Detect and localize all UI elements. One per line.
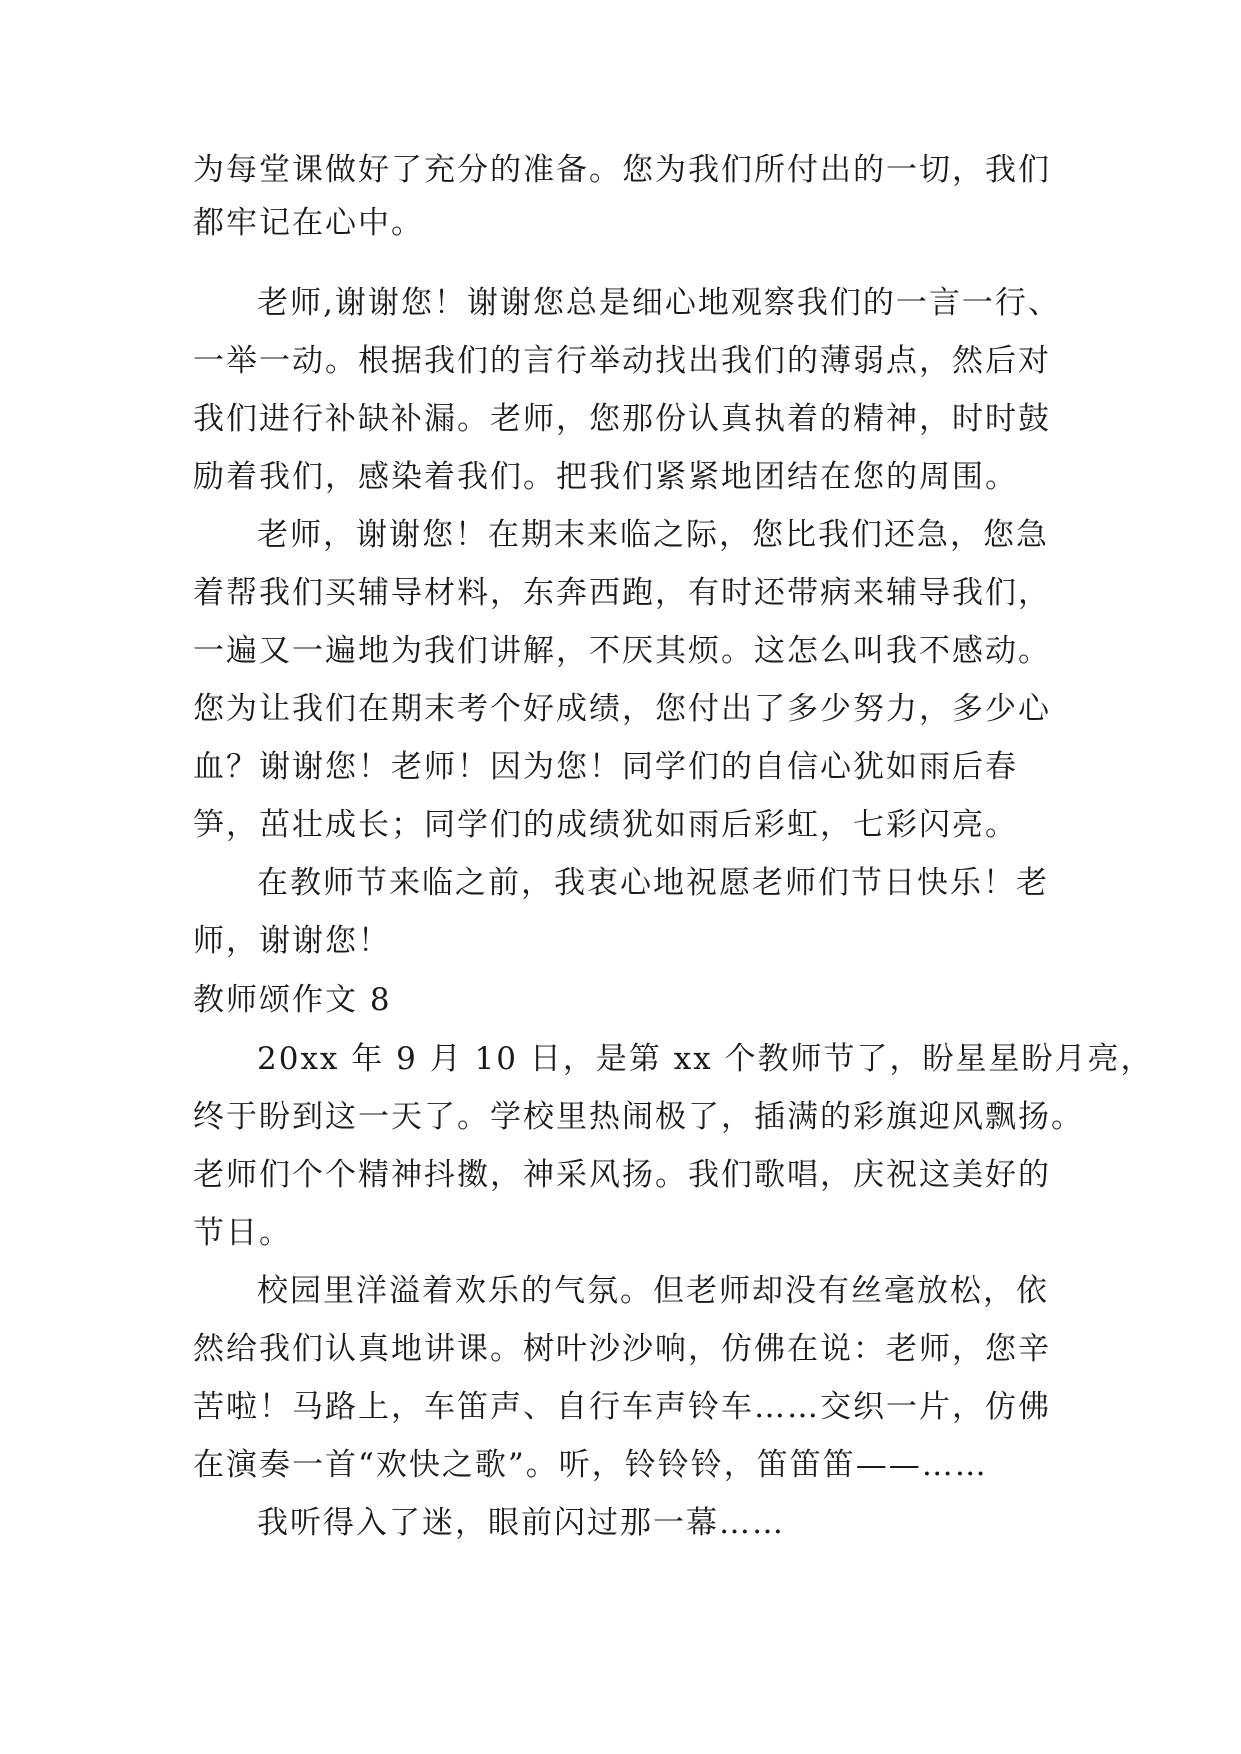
text-line: 老师们个个精神抖擞，神采风扬。我们歌唱，庆祝这美好的 (193, 1157, 1051, 1193)
text-line: 笋，茁壮成长；同学们的成绩犹如雨后彩虹，七彩闪亮。 (193, 807, 1018, 843)
text-line: 师，谢谢您！ (193, 923, 391, 959)
paragraph-first-line: 校园里洋溢着欢乐的气氛。但老师却没有丝毫放松，依 (257, 1273, 1049, 1309)
paragraph-first-line: 20xx 年 9 月 10 日，是第 xx 个教师节了，盼星星盼月亮， (257, 1041, 1154, 1077)
section-heading: 教师颂作文 8 (193, 982, 392, 1018)
text-line: 血？谢谢您！老师！因为您！同学们的自信心犹如雨后春 (193, 749, 1018, 785)
text-line: 一举一动。根据我们的言行举动找出我们的薄弱点，然后对 (193, 343, 1051, 379)
text-line: 一遍又一遍地为我们讲解，不厌其烦。这怎么叫我不感动。 (193, 633, 1051, 669)
paragraph-first-line: 我听得入了迷，眼前闪过那一幕…… (257, 1505, 785, 1541)
text-line: 您为让我们在期末考个好成绩，您付出了多少努力，多少心 (193, 691, 1051, 727)
text-line: 我们进行补缺补漏。老师，您那份认真执着的精神，时时鼓 (193, 401, 1051, 437)
text-line: 为每堂课做好了充分的准备。您为我们所付出的一切，我们 (193, 152, 1051, 188)
text-line: 都牢记在心中。 (193, 205, 424, 241)
paragraph-first-line: 在教师节来临之前，我衷心地祝愿老师们节日快乐！老 (257, 865, 1049, 901)
text-line: 励着我们，感染着我们。把我们紧紧地团结在您的周围。 (193, 459, 1018, 495)
text-line: 着帮我们买辅导材料，东奔西跑，有时还带病来辅导我们， (193, 575, 1051, 611)
paragraph-first-line: 老师，谢谢您！在期末来临之际，您比我们还急，您急 (257, 517, 1049, 553)
text-line: 终于盼到这一天了。学校里热闹极了，插满的彩旗迎风飘扬。 (193, 1099, 1084, 1135)
text-line: 然给我们认真地讲课。树叶沙沙响，仿佛在说：老师，您辛 (193, 1331, 1051, 1367)
text-line: 在演奏一首“欢快之歌”。听，铃铃铃，笛笛笛——…… (193, 1447, 988, 1483)
text-line: 苦啦！马路上，车笛声、自行车声铃车……交织一片，仿佛 (193, 1389, 1051, 1425)
paragraph-first-line: 老师,谢谢您！谢谢您总是细心地观察我们的一言一行、 (257, 285, 1061, 321)
text-line: 节日。 (193, 1215, 292, 1251)
